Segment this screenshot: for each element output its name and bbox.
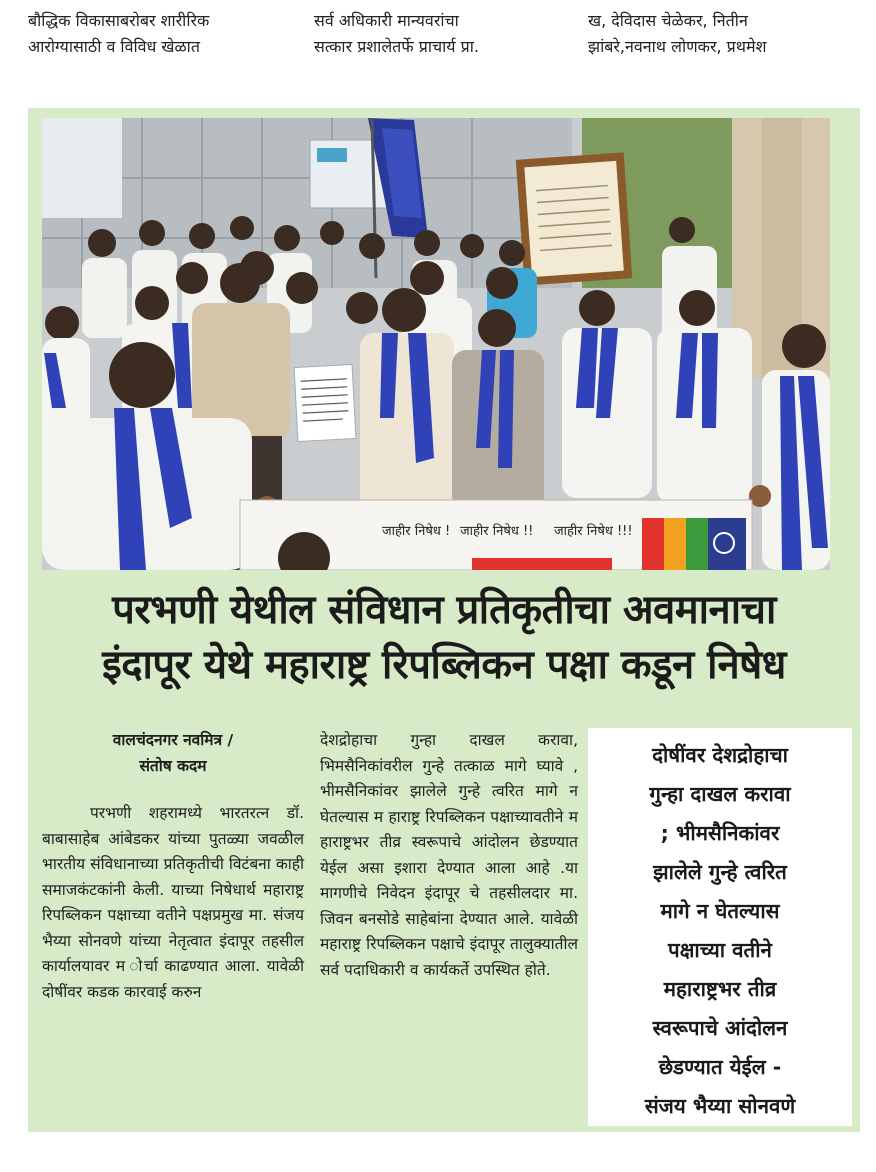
headline-line: परभणी येथील संविधान प्रतिकृतीचा अवमानाचा bbox=[112, 587, 776, 633]
pull-quote-line: स्वरूपाचे आंदोलन bbox=[652, 1016, 788, 1040]
pull-quote-line: छेडण्यात येईल - bbox=[658, 1055, 782, 1079]
news-photo bbox=[42, 118, 830, 570]
previous-article-strip bbox=[0, 0, 876, 70]
article-headline bbox=[28, 583, 860, 693]
article-column-1 bbox=[42, 728, 304, 1005]
previous-article-column-3 bbox=[588, 0, 858, 60]
headline-line: इंदापूर येथे महाराष्ट्र रिपब्लिकन पक्षा कडून निषेध bbox=[102, 642, 786, 688]
pull-quote-line: झालेले गुन्हे त्वरित bbox=[653, 860, 787, 884]
pull-quote-line: पक्षाच्या वतीने bbox=[668, 938, 772, 962]
previous-article-column-1 bbox=[28, 0, 288, 60]
pull-quote-box bbox=[588, 728, 852, 1126]
article-body-paragraph bbox=[42, 801, 304, 1005]
previous-article-line: ख, देविदास चेळेकर, नितीन bbox=[588, 11, 748, 30]
previous-article-line: झांबरे,नवनाथ लोणकर, प्रथमेश bbox=[588, 37, 767, 56]
article-body-text: देशद्रोहाचा गुन्हा दाखल करावा, भिमसैनिकांवरील गुन्हे तत्काळ मागे घ्यावे , भीमसैनिकांवर झालेले गुन्हे त्वरित मागे न घेतल्यास म हाराष्ट्र रिपब्लिकन पक्षाच्यावतीने म हाराष्ट्रभर तीव्र स्वरूपाचे आंदोलन छेडण्यात येईल असा इशारा देण्यात आला आहे .या मागणीचे निवेदन इंदापूर चे तहसीलदार मा. जिवन बनसोडे साहेबांना देण्यात आले. यावेळी महाराष्ट्र रिपब्लिकन पक्षाचे इंदापूर तालुक्यातील सर्व पदाधिकारी व कार्यकर्ते उपस्थित होते. bbox=[320, 731, 578, 979]
byline-source: वालचंदनगर नवमित्र / bbox=[112, 731, 234, 749]
banner-text-3: जाहीर निषेध !!! bbox=[554, 524, 633, 539]
banner-text-2: जाहीर निषेध !! bbox=[460, 524, 534, 539]
previous-article-line: सर्व अधिकारी मान्यवरांचा bbox=[314, 11, 459, 30]
previous-article-column-2 bbox=[314, 0, 574, 60]
pull-quote-line: महाराष्ट्रभर तीव्र bbox=[663, 977, 777, 1001]
pull-quote-line: दोषींवर देशद्रोहाचा bbox=[652, 743, 788, 767]
article-body-text: परभणी शहरामध्ये भारतरत्न डॉ. बाबासाहेब आंबेडकर यांच्या पुतळ्या जवळील भारतीय संविधानाच्या प्रतिकृतीची विटंबना काही समाजकंटकांनी केली. याच्या निषेधार्थ महाराष्ट्र रिपब्लिकन पक्षाच्या वतीने पक्षप्रमुख मा. संजय भैय्या सोनवणे यांच्या नेतृत्वात इंदापूर तहसील कार्यालयावर म ोर्चा काढण्यात आला. यावेळी दोषींवर कडक कारवाई करुन bbox=[42, 804, 304, 1001]
previous-article-line: आरोग्यासाठी व विविध खेळात bbox=[28, 37, 200, 56]
previous-article-line: बौद्धिक विकासाबरोबर शारीरिक bbox=[28, 11, 210, 30]
byline bbox=[42, 728, 304, 779]
byline-author: संतोष कदम bbox=[139, 756, 207, 775]
pull-quote-line: ; भीमसैनिकांवर bbox=[660, 821, 780, 845]
pull-quote-line: गुन्हा दाखल करावा bbox=[649, 782, 791, 806]
banner-text-1: जाहीर निषेध ! bbox=[382, 524, 451, 539]
pull-quote-line: मागे न घेतल्यास bbox=[660, 899, 780, 923]
pull-quote-line: संजय भैय्या सोनवणे bbox=[644, 1094, 796, 1118]
article-column-2 bbox=[320, 728, 578, 983]
previous-article-line: सत्कार प्रशालेतर्फे प्राचार्य प्रा. bbox=[314, 37, 479, 56]
news-article bbox=[28, 108, 860, 1132]
protest-group-photo bbox=[42, 118, 830, 570]
